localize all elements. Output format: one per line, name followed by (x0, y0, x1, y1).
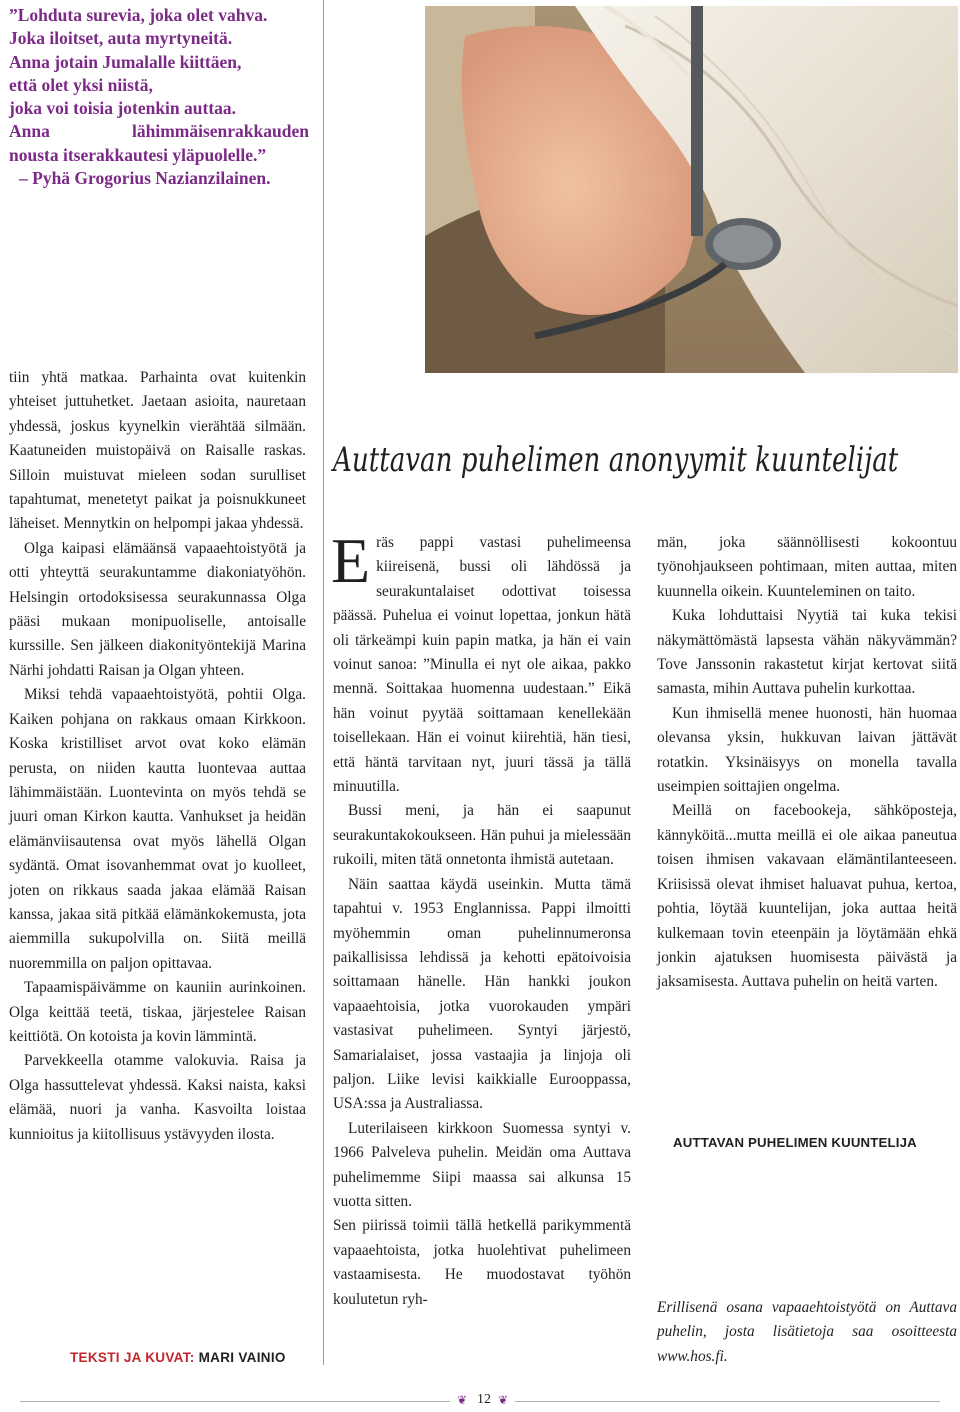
quote-line: Anna lähimmäisenrakkauden (9, 121, 309, 142)
credit-name: MARI VAINIO (198, 1350, 286, 1365)
leaf-ornament-icon: ❦ (498, 1393, 509, 1407)
drop-cap: E (331, 525, 371, 596)
paragraph: Tapaamispäivämme on kauniin aurinkoinen. Olga keittää teetä, tiskaa, järjestelee Raisan keittiötä. On kotoista ja kovin lämmintä. (9, 979, 306, 1045)
paragraph: Miksi tehdä vapaaehtoistyötä, pohtii Olga. Kaiken pohjana on rakkaus omaan Kirkkoon. Koska kristilliset arvot ovat koko elämän perusta, on niiden kautta luontevaa auttaa lähimmäistään. Luontevinta on myös tehdä se juuri oman Kirkon kautta. Vanhukset ja heidän elämänviisautensa ovat myös lähellä Olgan sydäntä. Omat isovanhemmat ovat jo kuolleet, joten on rikkaus saada jakaa elämää Raisan kanssa, jakaa sitä pitkää elämänkokemusta, jota aiemmilla sukupolvilla on. Siitä meillä nuoremmilla on paljon opittavaa. (9, 686, 306, 972)
lead-paragraph (331, 525, 631, 799)
quote-line: Joka iloitset, auta myrtyneitä. (9, 28, 233, 49)
page-footer (0, 1390, 960, 1412)
column-2 (331, 525, 631, 1312)
info-note: Erillisenä osana vapaaehtoistyötä on Auttava puhelin, josta lisätietoja saa osoitteesta www.hos.fi. (657, 1299, 957, 1365)
quote-line: ”Lohduta surevia, joka olet vahva. (9, 5, 268, 25)
quote-line: että olet yksi niistä, (9, 74, 153, 95)
column-1 (9, 366, 306, 1147)
quote-line: joka voi toisia jotenkin auttaa. (9, 98, 237, 119)
quote-line: Anna jotain Jumalalle kiittäen, (9, 51, 242, 72)
paragraph: Luterilaiseen kirkkoon Suomessa syntyi v. 1966 Palveleva puhelin. Meidän oma Auttava puhelimemme Siipi maassa sai alkunsa 15 vuotta sitten. (333, 1119, 631, 1210)
paragraph: Meillä on facebookeja, sähköposteja, kännyköitä...mutta meillä ei ole aikaa paneutua toisen ihmisen vakavaan elämäntilanteeseen. Kriisissä olevat ihmiset haluavat puhua, kertoa, pohtia, löytää kuuntelijan, joka auttaa heitä kulkemaan tovin eteenpäin ja löytämään ehkä jonkin ajatuksen huomisesta päivästä ja jaksamisesta. Auttava puhelin on heitä varten. (657, 802, 957, 991)
column-divider (323, 0, 324, 1365)
paragraph: män, joka säännöllisesti kokoontuu työnohjaukseen pohtimaan, miten auttaa, miten kuunnella oikein. Kuunteleminen on taito. (657, 534, 957, 600)
photo-text-credit (70, 1350, 286, 1365)
pull-quote (9, 4, 309, 190)
paragraph: Bussi meni, ja hän ei saapunut seurakuntakokoukseen. Hän puhui ja mielessään rukoili, miten tätä onnetonta ihmistä autetaan. (333, 802, 631, 869)
page-number: 12 (477, 1392, 491, 1407)
paragraph: Sen piirissä toimii tällä hetkellä parikymmentä vapaaehtoista, jotka huolehtivat puhelimeen vastaamisesta. He muodostavat työhön koulutetun ryh- (333, 1217, 631, 1308)
article-headline: Auttavan puhelimen anonyymit kuuntelijat (333, 440, 899, 479)
paragraph: Parvekkeella otamme valokuvia. Raisa ja Olga hassuttelevat yhdessä. Kaksi naista, kaksi elämää, nuori ja vanha. Kasvoilta loistaa kunnioitus ja kiitollisuus ystävyyden ilosta. (9, 1052, 306, 1143)
author-byline: AUTTAVAN PUHELIMEN KUUNTELIJA (673, 1135, 917, 1150)
paragraph: tiin yhtä matkaa. Parhainta ovat kuitenkin yhteiset juttuhetket. Jaetaan asioita, nauretaan yhdessä, joskus kyynelkin vierähtää silmään. Kaatuneiden muistopäivä on Raisalle raskas. Silloin muistuvat mieleen sodan surulliset tapahtumat, menetetyt paikat ja poisnukkuneet läheiset. Mennytkin on helpompi jakaa yhdessä. (9, 369, 306, 533)
paragraph: Kun ihmisellä menee huonosti, hän huomaa olevansa yksin, hukkuvan laivan jättävät rotatkin. Yksinäisyys on monella tavalla useimpien soittajien ongelma. (657, 704, 957, 796)
lead-text: räs pappi vastasi puhelimeensa kiireisenä, bussi oli lähdössä ja seurakuntalaiset odottivat toisessa päässä. Puhelua ei voinut lopettaa, jonkun hätä oli tärkeämpi kuin papin matka, ja hän ei vain voinut sanoa: ”Minulla ei nyt ole aikaa, pakko mennä. Soittakaa huomenna uudestaan.” Eikä hän voinut pyytää soittamaan kenellekään toisellekaan. Hän ei voinut kiirehtiä, hän tiesi, että häntä tarvitaan nyt, juuri tässä ja tällä minuutilla. (333, 534, 631, 796)
paragraph: Olga kaipasi elämäänsä vapaaehtoistyötä ja otti yhteyttä seurakuntamme diakoniatyöhön. Helsingin ortodoksisessa seurakunnassa Olga pääsi mukaan monipuoliselle, antoisalle kurssille. Sen jälkeen diakonityöntekijä Marina Närhi johdatti Raisan ja Olgan yhteen. (9, 539, 306, 679)
footer-rule-left (20, 1401, 450, 1402)
headset-photo (425, 6, 958, 373)
credit-label: TEKSTI JA KUVAT: (70, 1350, 195, 1365)
quote-attribution: – Pyhä Grogorius Nazianzilainen. (19, 168, 271, 189)
quote-line: nousta itserakkautesi yläpuolelle.” (9, 144, 267, 165)
footer-rule-right (515, 1401, 940, 1402)
paragraph: Kuka lohduttaisi Nyytiä tai kuka tekisi näkymättömästä lapsesta vähän näkyvämmän? Tove Janssonin rakastetut kirjat kertovat siitä samasta, mihin Auttava puhelin kurkottaa. (657, 607, 957, 698)
paragraph: Näin saattaa käydä useinkin. Mutta tämä tapahtui v. 1953 Englannissa. Pappi ilmoitti myöhemmin oman puhelinnumeronsa paikallisissa lehdissä ja kehotti epätoivoisia soittamaan hänelle. Hän hankki joukon vapaaehtoisia, jotka vuorokauden ympäri vastasivat puhelimeen. Syntyi järjestö, Samarialaiset, jossa vastaajia ja linjoja oli paljon. Liike levisi kaikkialle Eurooppassa, USA:ssa ja Australiassa. (333, 875, 631, 1113)
woman-with-headset-image (425, 6, 958, 373)
column-3 (657, 531, 957, 995)
leaf-ornament-icon: ❦ (457, 1393, 468, 1407)
